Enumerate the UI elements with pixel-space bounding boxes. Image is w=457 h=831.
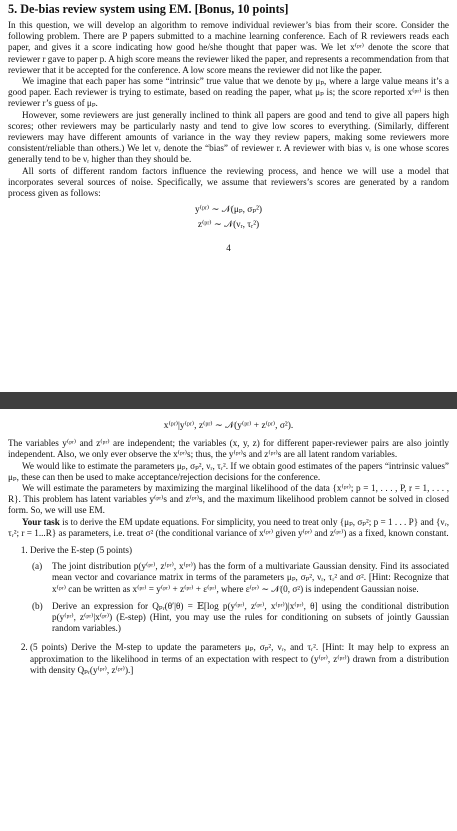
page-number: 4	[226, 243, 231, 254]
task-paragraph	[8, 517, 449, 539]
question-2-text: (5 points) Derive the M-step to update the parameters μₚ, σₚ², νᵣ, and τᵣ². [Hint: It may help to express an approximation to the likelihood in terms of an expectation with respect to (y⁽ᵖʳ⁾, z⁽ᵖʳ⁾) drawn from a distribution with density Qₚᵣ(y⁽ᵖʳ⁾, z⁽ᵖʳ⁾).]	[30, 642, 449, 675]
question-1a	[32, 561, 449, 595]
likelihood-paragraph: We will estimate the parameters by maximizing the marginal likelihood of the data {x⁽ᵖʳ⁾; p = 1, . . . , P, r = 1, . . . , R}. This problem has latent variables y⁽ᵖʳ⁾s and z⁽ᵖʳ⁾s, and the maximum likelihood problem cannot be solved in closed form. So, we will use EM.	[8, 483, 449, 516]
problem-title: 5. De-bias review system using EM. [Bonus, 10 points]	[8, 2, 289, 16]
question-1-text: Derive the E-step (5 points)	[30, 545, 133, 556]
question-1a-text: The joint distribution p(y⁽ᵖʳ⁾, z⁽ᵖʳ⁾, x⁽ᵖʳ⁾) has the form of a multivariate Gaussian density. Find its associated mean vector and covariance matrix in terms of the parameters μₚ, σₚ², νᵣ, τᵣ² and σ². [Hint: Recognize that x⁽ᵖʳ⁾ can be written as x⁽ᵖʳ⁾ = y⁽ᵖʳ⁾ + z⁽ᵖʳ⁾ + ε⁽ᵖʳ⁾, where ε⁽ᵖʳ⁾ ∼ 𝒩(0, σ²) is independent Gaussian noise.	[52, 561, 449, 594]
question-2	[30, 642, 449, 676]
question-1	[30, 545, 449, 634]
intro-paragraph: In this question, we will develop an algorithm to remove individual reviewer’s bias from their score. Consider the following problem. There are P papers submitted to a machine learning conference. Each of R reviewers reads each paper, and gives it a score indicating how good he/she thought that paper was. We let x⁽ᵖʳ⁾ denote the score that reviewer r gave to paper p. A high score means the reviewer liked the paper, and represents a recommendation from that reviewer that it be accepted for the conference. A low score means the reviewer did not like the paper.	[8, 20, 449, 75]
generative-equations	[8, 203, 449, 233]
task-text: is to derive the EM update equations. For simplicity, you need to treat only {μₚ, σₚ²; p = 1 . . . P} and {νᵣ, τᵣ²; r = 1...R} as parameters, i.e. treat σ² (the conditional variance of x⁽ᵖʳ⁾ given y⁽ᵖʳ⁾ and z⁽ᵖʳ⁾) as a fixed, known constant.	[8, 516, 449, 538]
page-top	[0, 0, 457, 392]
question-1-subparts	[30, 561, 449, 634]
equation-z: z⁽ᵖʳ⁾ ∼ 𝒩(νᵣ, τᵣ²)	[197, 220, 260, 231]
intrinsic-value-paragraph: We imagine that each paper has some “intrinsic” true value that we denote by μₚ, where a large value means it’s a good paper. Each reviewer is trying to estimate, based on reading the paper, what μₚ is; the score reported x⁽ᵖʳ⁾ is then reviewer r’s guess of μₚ.	[8, 76, 449, 109]
bias-paragraph: However, some reviewers are just generally inclined to think all papers are good and tend to give all papers high scores; other reviewers may be particularly nasty and tend to give low scores to everything. (Similarly, different reviewers may have different amounts of variance in the way they review papers, making some reviewers more consistent/reliable than others.) We let νᵣ denote the “bias” of reviewer r. A reviewer with bias νᵣ is one whose scores generally tend to be νᵣ higher than they should be.	[8, 109, 449, 165]
question-1a-label: (a)	[32, 561, 43, 572]
page-top-content	[0, 0, 457, 254]
page-bottom-content	[0, 421, 457, 676]
page-bottom	[0, 409, 457, 831]
parameters-paragraph: We would like to estimate the parameters μₚ, σₚ², νᵣ, τᵣ². If we obtain good estimates of the papers “intrinsic values” μₚ, these can then be used to make acceptance/rejection decisions for the conference.	[8, 460, 449, 482]
task-label: Your task	[22, 516, 60, 527]
page-separator	[0, 392, 457, 409]
question-1b	[32, 601, 449, 635]
question-1b-label: (b)	[32, 600, 43, 611]
question-1b-text: Derive an expression for Qₚᵣ(θ′|θ) = 𝔼[log p(y⁽ᵖʳ⁾, z⁽ᵖʳ⁾, x⁽ᵖʳ⁾)|x⁽ᵖʳ⁾, θ] using the conditional distribution p(y⁽ᵖʳ⁾, z⁽ᵖʳ⁾|x⁽ᵖʳ⁾) (E-step) (Hint, you may use the rules for conditioning on subsets of jointly Gaussian random variables.)	[52, 600, 449, 634]
equation-y: y⁽ᵖʳ⁾ ∼ 𝒩(μₚ, σₚ²)	[194, 205, 263, 216]
equation-x: x⁽ᵖʳ⁾|y⁽ᵖʳ⁾, z⁽ᵖʳ⁾ ∼ 𝒩(y⁽ᵖʳ⁾ + z⁽ᵖʳ⁾, σ²).	[163, 421, 294, 431]
independence-paragraph: The variables y⁽ᵖʳ⁾ and z⁽ᵖʳ⁾ are independent; the variables (x, y, z) for different paper-reviewer pairs are also jointly independent. Also, we only ever observe the x⁽ᵖʳ⁾s; thus, the y⁽ᵖʳ⁾s and z⁽ᵖʳ⁾s are all latent random variables.	[8, 438, 449, 460]
noise-model-paragraph: All sorts of different random factors influence the reviewing process, and hence we will use a model that incorporates several sources of noise. Specifically, we assume that reviewers’s scores are generated by a random process given as follows:	[8, 165, 449, 199]
question-list	[8, 545, 449, 676]
